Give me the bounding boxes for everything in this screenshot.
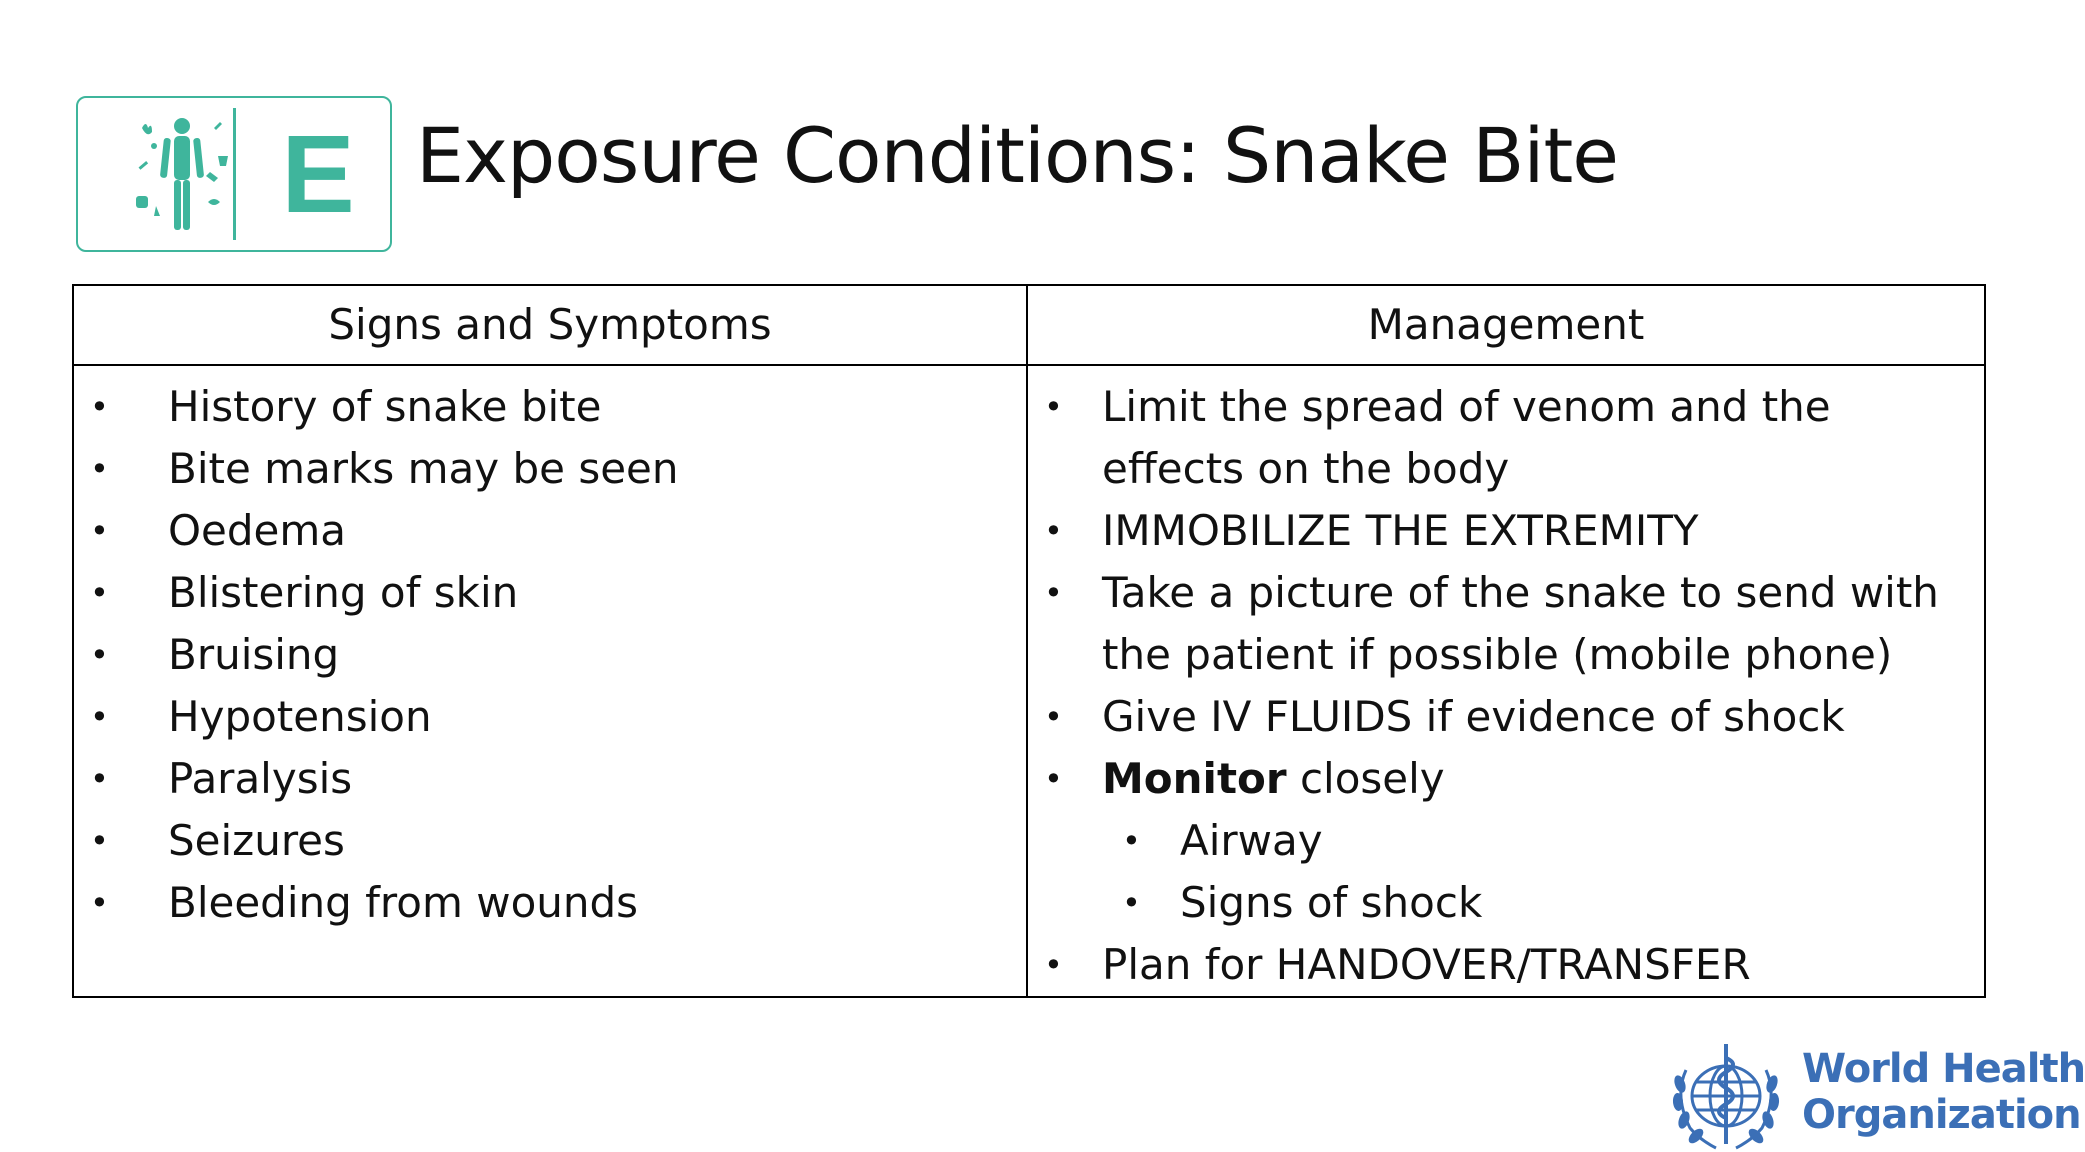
signs-list (74, 376, 1024, 934)
list-item (1028, 748, 1984, 810)
list-item (74, 624, 1024, 686)
management-list (1028, 376, 1984, 996)
management-text: IMMOBILIZE THE EXTREMITY (1102, 506, 1699, 555)
sign-text: Seizures (168, 816, 345, 865)
list-item (74, 376, 1024, 438)
management-text: Give IV FLUIDS if evidence of shock (1102, 692, 1845, 741)
badge-divider (233, 108, 236, 240)
bullet-icon: • (1044, 946, 1063, 984)
list-subitem (1028, 810, 1984, 872)
list-item (1028, 686, 1984, 748)
content-table (72, 284, 1986, 998)
list-item (1028, 500, 1984, 562)
management-text: Plan for HANDOVER/TRANSFER (1102, 940, 1751, 989)
list-item (1028, 376, 1984, 500)
bullet-icon: • (90, 760, 109, 798)
exposure-badge (76, 96, 392, 252)
list-subitem (1028, 872, 1984, 934)
bullet-icon: • (90, 822, 109, 860)
sign-text: Bleeding from wounds (168, 878, 639, 927)
list-item (74, 810, 1024, 872)
management-subtext: Airway (1180, 816, 1323, 865)
list-item (74, 748, 1024, 810)
bullet-icon: • (90, 698, 109, 736)
management-header: Management (1367, 300, 1645, 349)
bullet-icon: • (90, 388, 109, 426)
badge-letter-e (278, 113, 358, 236)
bullet-icon: • (90, 450, 109, 488)
bullet-icon: • (1044, 388, 1063, 426)
list-item (74, 438, 1024, 500)
list-item (74, 686, 1024, 748)
bullet-icon: • (1044, 698, 1063, 736)
sign-text: Hypotension (168, 692, 432, 741)
sign-text: Oedema (168, 506, 347, 555)
list-item (74, 562, 1024, 624)
list-item (1028, 934, 1984, 996)
management-subtext: Signs of shock (1180, 878, 1483, 927)
list-item (1028, 562, 1984, 686)
slide-title: Exposure Conditions: Snake Bite (416, 111, 1619, 200)
who-line2: Organization (1802, 1092, 2081, 1138)
who-logo (1660, 1040, 2085, 1152)
badge-letter-text: E (281, 113, 355, 236)
human-figure-icon (102, 110, 262, 240)
sign-text: History of snake bite (168, 382, 602, 431)
sign-text: Paralysis (168, 754, 353, 803)
management-text: closely (1286, 754, 1445, 803)
list-item (74, 872, 1024, 934)
bullet-icon: • (90, 636, 109, 674)
management-text: Take a picture of the snake to send with the patient if possible (mobile phone) (1102, 568, 1939, 679)
management-text: Limit the spread of venom and the effects on the body (1102, 382, 1831, 493)
bullet-icon: • (1122, 822, 1141, 860)
bullet-icon: • (1044, 574, 1063, 612)
bullet-icon: • (1122, 884, 1141, 922)
who-emblem-icon (1664, 1040, 1788, 1152)
list-item (74, 500, 1024, 562)
signs-header: Signs and Symptoms (328, 300, 772, 349)
bullet-icon: • (90, 512, 109, 550)
bullet-icon: • (90, 884, 109, 922)
bullet-icon: • (1044, 512, 1063, 550)
bullet-icon: • (90, 574, 109, 612)
management-bold-text: Monitor (1102, 754, 1287, 803)
who-line1: World Health (1802, 1046, 2085, 1092)
sign-text: Bite marks may be seen (168, 444, 679, 493)
who-wordmark (1802, 1046, 2085, 1138)
bullet-icon: • (1044, 760, 1063, 798)
sign-text: Bruising (168, 630, 340, 679)
sign-text: Blistering of skin (168, 568, 519, 617)
header-divider (74, 364, 1984, 366)
